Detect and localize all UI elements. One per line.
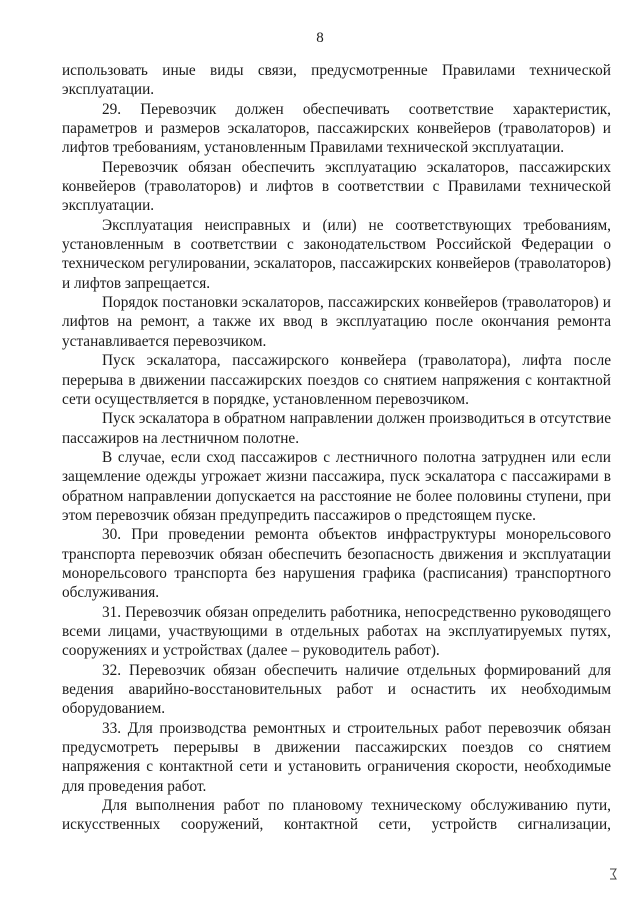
paragraph-31: 31. Перевозчик обязан определить работника, непосредственно руководящего всеми лицами, участвующими в отдельных работах на эксплуатируемых путях, сооружениях и устройствах (далее – руководитель работ). (62, 603, 611, 660)
scan-mark (608, 868, 618, 880)
paragraph: Пуск эскалатора, пассажирского конвейера (траволатора), лифта после перерыва в движении пассажирских поездов со снятием напряжения с контактной сети осуществляется в порядке, установленном перевозчиком. (62, 352, 611, 408)
paragraph: Эксплуатация неисправных и (или) не соответствующих требованиям, установленным в соответствии с законодательством Российской Федерации о техническом регулировании, эскалаторов, пассажирских конвейеров (траволаторов) и лифтов запрещается. (62, 216, 611, 292)
paragraph-29: 29. Перевозчик должен обеспечивать соответствие характеристик, параметров и размеров эскалаторов, пассажирских конвейеров (траволаторов) и лифтов требованиям, установленным Правилами технической эксплуатации. (62, 100, 611, 157)
paragraph: Пуск эскалатора в обратном направлении должен производиться в отсутствие пассажиров на лестничном полотне. (62, 410, 611, 447)
paragraph: В случае, если сход пассажиров с лестничного полотна затруднен или если защемление одежды угрожает жизни пассажира, пуск эскалатора с пассажирами в обратном направлении допускается на расстояние не более половины ступени, при этом перевозчик обязан предупредить пассажиров о предстоящем пуске. (62, 448, 611, 524)
document-body (62, 61, 611, 835)
paragraph-30: 30. При проведении ремонта объектов инфраструктуры монорельсового транспорта перевозчик обязан обеспечить безопасность движения и эксплуатации монорельсового транспорта без нарушения графика (расписания) транспортного обслуживания. (62, 526, 611, 602)
paragraph: Перевозчик обязан обеспечить эксплуатацию эскалаторов, пассажирских конвейеров (траволаторов) и лифтов в соответствии с Правилами технической эксплуатации. (62, 158, 611, 215)
page-number: 8 (316, 30, 324, 46)
paragraph: Порядок постановки эскалаторов, пассажирских конвейеров (траволаторов) и лифтов на ремонт, а также их ввод в эксплуатацию после окончания ремонта устанавливается перевозчиком. (62, 294, 611, 350)
paragraph-truncated: Для выполнения работ по плановому техническому обслуживанию пути, искусственных сооружений, контактной сети, устройств сигнализации, (62, 797, 611, 834)
paragraph-33: 33. Для производства ремонтных и строительных работ перевозчик обязан предусмотреть перерывы в движении пассажирских поездов со снятием напряжения с контактной сети и установить ограничения скорости, необходимые для проведения работ. (62, 719, 611, 795)
paragraph-continuation: использовать иные виды связи, предусмотренные Правилами технической эксплуатации. (62, 62, 611, 99)
paragraph-32: 32. Перевозчик обязан обеспечить наличие отдельных формирований для ведения аварийно-восстановительных работ и оснастить их необходимым оборудованием. (62, 661, 611, 718)
